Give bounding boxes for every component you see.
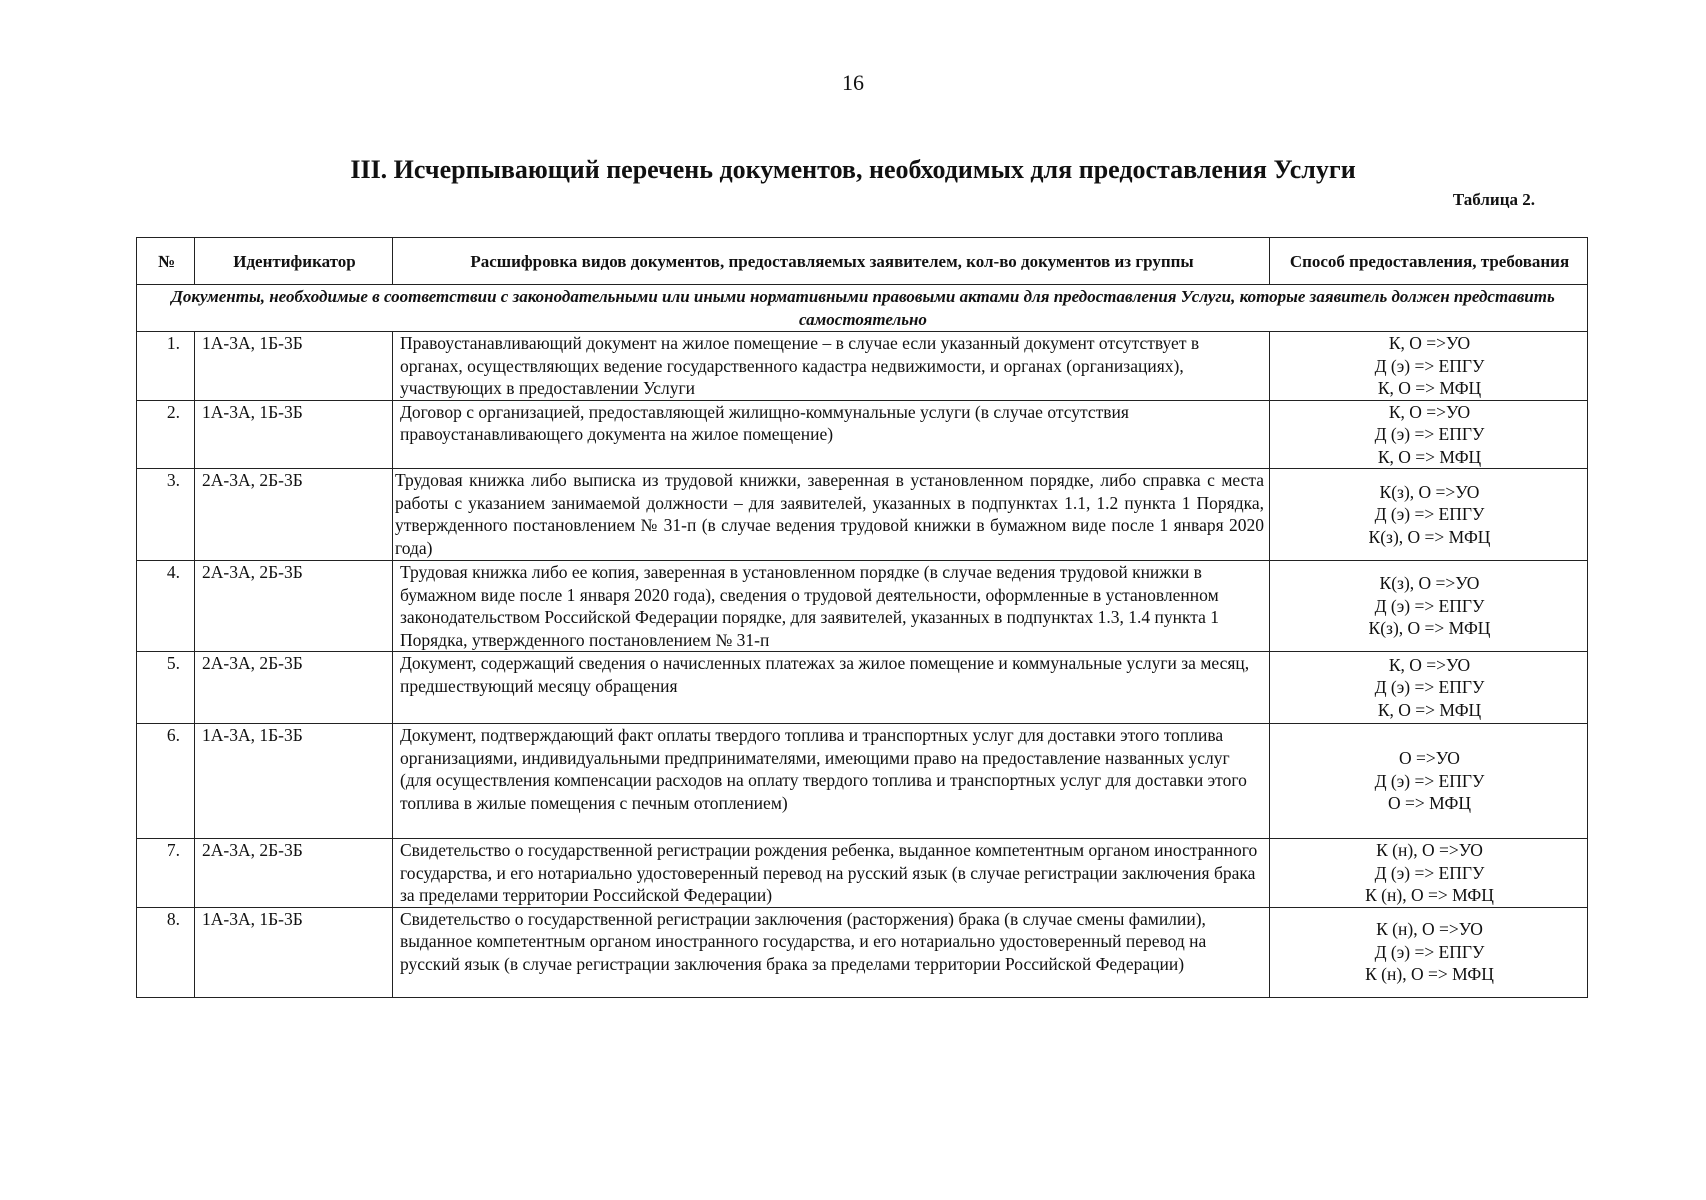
table-row: [137, 332, 1588, 401]
method-line: К, О => МФЦ: [1377, 446, 1482, 467]
row-number: 4.: [137, 561, 195, 652]
method-line: К (н), О =>УО: [1376, 919, 1483, 940]
row-identifier: 1А-3А, 1Б-3Б: [195, 332, 393, 401]
row-method: [1270, 469, 1588, 561]
method-line: Д (э) => ЕПГУ: [1374, 770, 1485, 791]
row-method: [1270, 907, 1588, 997]
row-description: Договор с организацией, предоставляющей жилищно-коммунальные услуги (в случае отсутствия правоустанавливающего документа на жилое помещение): [393, 400, 1270, 469]
row-identifier: 2А-3А, 2Б-3Б: [195, 561, 393, 652]
method-line: Д (э) => ЕПГУ: [1374, 862, 1485, 883]
method-line: К, О =>УО: [1388, 654, 1471, 675]
header-description: Расшифровка видов документов, предоставляемых заявителем, кол-во документов из группы: [393, 238, 1270, 285]
header-identifier: Идентификатор: [195, 238, 393, 285]
method-line: К (н), О =>УО: [1376, 840, 1483, 860]
row-method: [1270, 839, 1588, 908]
method-line: К (н), О => МФЦ: [1365, 964, 1494, 985]
method-line: К, О => МФЦ: [1377, 699, 1482, 720]
method-line: К, О =>УО: [1388, 333, 1471, 353]
method-line: К, О => МФЦ: [1377, 378, 1482, 398]
row-number: 6.: [137, 724, 195, 839]
row-method: [1270, 332, 1588, 401]
row-description: Правоустанавливающий документ на жилое помещение – в случае если указанный документ отсутствует в органах, осуществляющих ведение государственного кадастра недвижимости, и органах (организациях), участвующих в предоставлении Услуги: [393, 332, 1270, 401]
row-identifier: 2А-3А, 2Б-3Б: [195, 839, 393, 908]
documents-table: [136, 237, 1588, 998]
row-number: 1.: [137, 332, 195, 401]
table-row: [137, 724, 1588, 839]
table-row: [137, 839, 1588, 908]
table-row: [137, 652, 1588, 724]
group-heading: Документы, необходимые в соответствии с законодательными или иными нормативными правовыми актами для предоставления Услуги, которые заявитель должен представить самостоятельно: [137, 285, 1588, 332]
row-identifier: 1А-3А, 1Б-3Б: [195, 724, 393, 839]
table-header-row: [137, 238, 1588, 285]
row-method: [1270, 724, 1588, 839]
header-method: Способ предоставления, требования: [1270, 238, 1588, 285]
row-identifier: 2А-3А, 2Б-3Б: [195, 652, 393, 724]
row-description: Документ, подтверждающий факт оплаты твердого топлива и транспортных услуг для доставки этого топлива организациями, индивидуальными предпринимателями, имеющими право на предоставление названных услуг (для осуществления компенсации расходов на оплату твердого топлива и транспортных услуг для доставки этого топлива в жилые помещения с печным отоплением): [393, 724, 1270, 839]
row-description: Трудовая книжка либо ее копия, заверенная в установленном порядке (в случае ведения трудовой книжки в бумажном виде после 1 января 2020 года), сведения о трудовой деятельности, оформленные в установленном законодательством Российской Федерации порядке, для заявителей, указанных в подпунктах 1.3, 1.4 пункта 1 Порядка, утвержденного постановлением № 31-п: [393, 561, 1270, 652]
method-line: К, О =>УО: [1388, 401, 1471, 422]
row-number: 5.: [137, 652, 195, 724]
row-number: 8.: [137, 907, 195, 997]
row-description: Документ, содержащий сведения о начисленных платежах за жилое помещение и коммунальные услуги за месяц, предшествующий месяцу обращения: [393, 652, 1270, 724]
row-method: [1270, 400, 1588, 469]
table-row: [137, 400, 1588, 469]
row-identifier: 1А-3А, 1Б-3Б: [195, 400, 393, 469]
method-line: Д (э) => ЕПГУ: [1374, 941, 1485, 962]
method-line: К (н), О => МФЦ: [1365, 885, 1494, 905]
method-line: К(з), О => МФЦ: [1368, 526, 1491, 547]
method-line: Д (э) => ЕПГУ: [1374, 595, 1485, 616]
method-line: К(з), О =>УО: [1379, 481, 1480, 502]
table-row: [137, 469, 1588, 561]
row-number: 2.: [137, 400, 195, 469]
table-row: [137, 907, 1588, 997]
row-identifier: 1А-3А, 1Б-3Б: [195, 907, 393, 997]
method-line: О => МФЦ: [1388, 793, 1471, 814]
row-identifier: 2А-3А, 2Б-3Б: [195, 469, 393, 561]
row-description: Трудовая книжка либо выписка из трудовой книжки, заверенная в установленном порядке, либо справка с места работы с указанием занимаемой должности – для заявителей, указанных в подпунктах 1.1, 1.2 пункта 1 Порядка, утвержденного постановлением № 31-п (в случае ведения трудовой книжки в бумажном виде после 1 января 2020 года): [393, 469, 1270, 561]
row-description: Свидетельство о государственной регистрации заключения (расторжения) брака (в случае смены фамилии), выданное компетентным органом иностранного государства, и его нотариально удостоверенный перевод на русский язык (в случае регистрации заключения брака за пределами территории Российской Федерации): [393, 907, 1270, 997]
row-description: Свидетельство о государственной регистрации рождения ребенка, выданное компетентным органом иностранного государства, и его нотариально удостоверенный перевод на русский язык (в случае регистрации заключения брака за пределами территории Российской Федерации): [393, 839, 1270, 908]
table-caption: Таблица 2.: [1452, 190, 1535, 209]
header-num: №: [137, 238, 195, 285]
page-number: 16: [842, 70, 864, 95]
row-number: 3.: [137, 469, 195, 561]
method-line: Д (э) => ЕПГУ: [1374, 355, 1485, 376]
section-title: III. Исчерпывающий перечень документов, необходимых для предоставления Услуги: [350, 155, 1356, 184]
method-line: Д (э) => ЕПГУ: [1374, 504, 1485, 525]
method-line: Д (э) => ЕПГУ: [1374, 677, 1485, 698]
row-method: [1270, 652, 1588, 724]
method-line: К(з), О => МФЦ: [1368, 618, 1491, 639]
method-line: О =>УО: [1399, 748, 1460, 769]
method-line: К(з), О =>УО: [1379, 573, 1480, 594]
row-number: 7.: [137, 839, 195, 908]
method-line: Д (э) => ЕПГУ: [1374, 424, 1485, 444]
row-method: [1270, 561, 1588, 652]
group-heading-row: [137, 285, 1588, 332]
table-row: [137, 561, 1588, 652]
